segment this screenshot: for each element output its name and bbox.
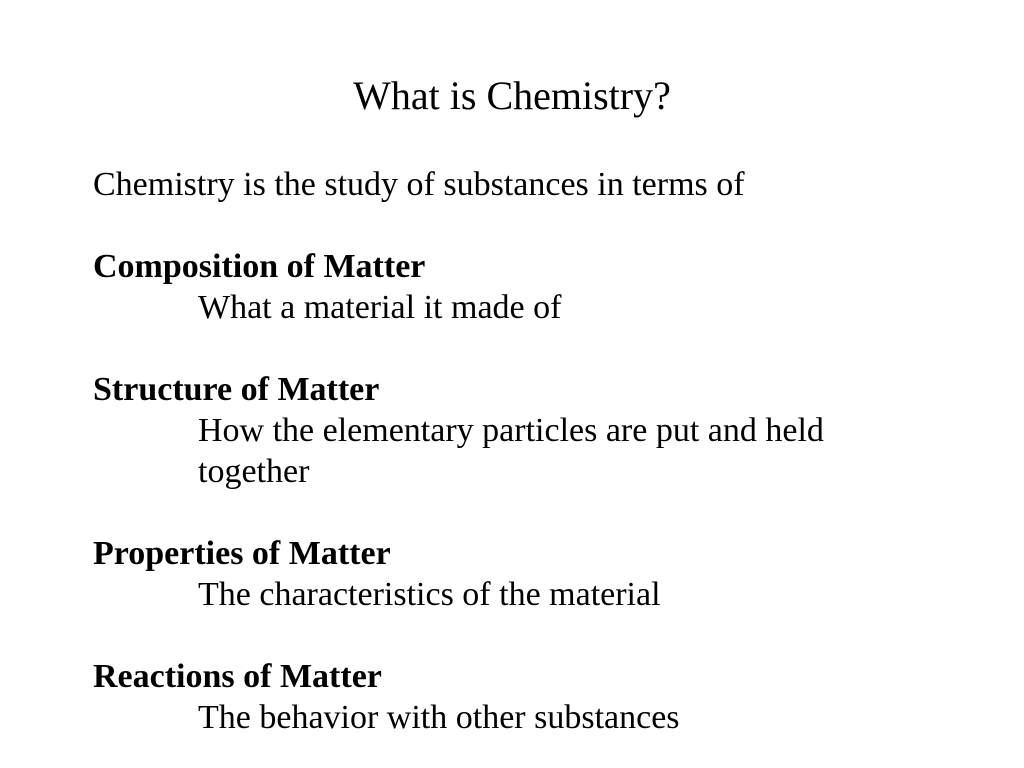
section-detail: How the elementary particles are put and held: [198, 412, 824, 449]
section-heading: Reactions of Matter: [93, 658, 382, 695]
section-detail: The behavior with other substances: [198, 699, 680, 736]
section-detail: What a material it made of: [198, 289, 562, 326]
section-heading: Composition of Matter: [93, 248, 426, 285]
section-heading: Properties of Matter: [93, 535, 391, 572]
slide-title: What is Chemistry?: [353, 73, 671, 118]
section-detail: The characteristics of the material: [198, 576, 661, 613]
section-properties: [93, 533, 973, 615]
section-reactions: [93, 656, 973, 738]
section-composition: [93, 246, 973, 328]
slide-body: [93, 164, 973, 738]
section-detail: together: [198, 453, 310, 490]
section-heading: Structure of Matter: [93, 371, 380, 408]
intro-text: Chemistry is the study of substances in terms of: [93, 166, 745, 203]
section-structure: [93, 369, 973, 492]
